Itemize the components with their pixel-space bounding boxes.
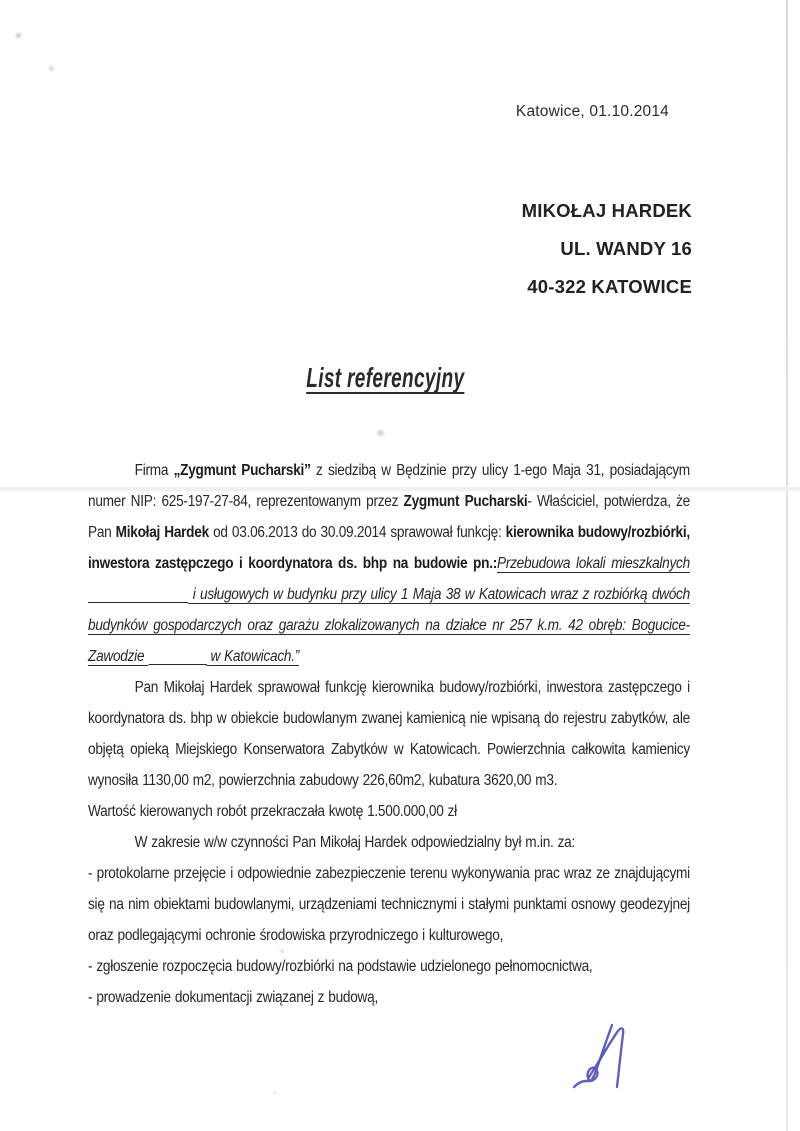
letter-body	[88, 455, 690, 1013]
recipient-city: 40-322 KATOWICE	[527, 276, 692, 297]
scan-speck	[49, 66, 54, 71]
underline-gap	[88, 589, 188, 603]
underline-gap	[148, 651, 206, 665]
bullet-item: - protokolarne przejęcie i odpowiednie zabezpieczenie terenu wykonywania prac wraz ze znajdującymi się na nim obiektami budowlanymi, urządzeniami technicznymi i stałymi punktami osnowy geodezyjnej oraz podlegającymi ochronie środowiska przyrodniczego i kulturowego,	[88, 865, 690, 944]
title-wrap	[0, 362, 800, 394]
person-name: Mikołaj Hardek	[115, 524, 209, 541]
scan-speck	[16, 33, 21, 38]
owner-name: Zygmunt Pucharski	[403, 493, 528, 510]
recipient-name: MIKOŁAJ HARDEK	[521, 200, 692, 221]
date-line: Katowice, 01.10.2014	[515, 103, 669, 120]
scan-speck	[377, 430, 384, 436]
function-text: kierownika budowy/rozbiórki, inwestora zastępczego i koordynatora ds. bhp na budowie pn.:	[88, 524, 690, 572]
scan-edge-line	[786, 0, 788, 1131]
text-segment: i usługowych w budynku przy ulicy 1 Maja 38 w Katowicach wraz z rozbiórką dwóch budynków gospodarczych oraz garażu zlokalizowanych na działce nr 257 k.m. 42 obręb: Bogucice- Zawodzie	[88, 586, 690, 665]
text-segment: w Katowicach.”	[210, 648, 300, 665]
paragraph-intro	[88, 455, 690, 672]
text-segment: - Właściciel, potwierdza, że Pan	[88, 493, 690, 541]
signature-stroke	[574, 1025, 612, 1087]
bullet-item: - zgłoszenie rozpoczęcia budowy/rozbiórki na podstawie udzielonego pełnomocnictwa,	[88, 958, 593, 975]
text-segment: z siedzibą w Będzinie przy ulicy 1-ego Maja 31, posiadającym numer NIP: 625-197-27-84, reprezentowanym przez	[88, 462, 690, 510]
paragraph-scope: W zakresie w/w czynności Pan Mikołaj Hardek odpowiedzialny był m.in. za:	[134, 834, 575, 851]
company-name: „Zygmunt Pucharski”	[173, 462, 311, 479]
text-segment: Przebudowa lokali mieszkalnych	[497, 555, 690, 572]
page-title: List referencyjny	[305, 362, 465, 393]
text-segment: od 03.06.2013 do 30.09.2014 sprawował funkcję:	[208, 524, 506, 541]
signature-ink	[558, 1014, 678, 1119]
scan-speck	[273, 1091, 277, 1094]
paragraph-value: Wartość kierowanych robót przekraczała kwotę 1.500.000,00 zł	[88, 803, 457, 820]
text-segment: Firma	[134, 462, 174, 479]
recipient-street: UL. WANDY 16	[560, 238, 692, 259]
recipient-block	[522, 192, 692, 306]
bullet-item: - prowadzenie dokumentacji związanej z budową,	[88, 989, 378, 1006]
paragraph-function: Pan Mikołaj Hardek sprawował funkcję kierownika budowy/rozbiórki, inwestora zastępczego i koordynatora ds. bhp w obiekcie budowlanym zwanej kamienicą nie wpisaną do rejestru zabytków, ale objętą opieką Miejskiego Konserwatora Zabytków w Katowicach. Powierzchnia całkowita kamienicy wynosiła 1130,00 m2, powierzchnia zabudowy 226,60m2, kubatura 3620,00 m3.	[88, 679, 690, 789]
